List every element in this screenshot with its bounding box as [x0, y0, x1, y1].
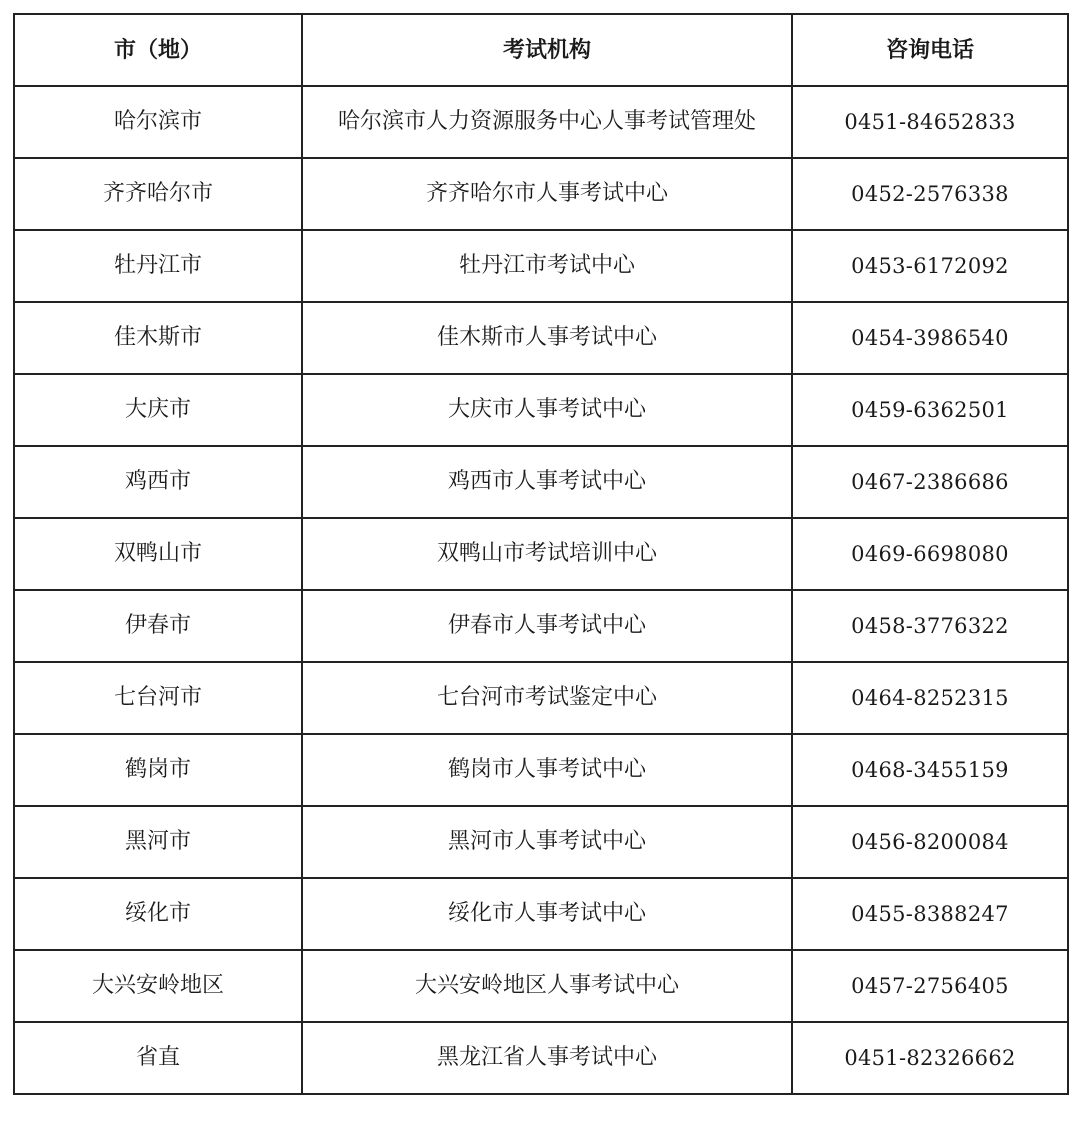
- header-city: 市（地）: [14, 14, 302, 86]
- table-header: [14, 14, 1068, 86]
- cell-phone: 0467-2386686: [792, 446, 1068, 518]
- cell-city: 大庆市: [14, 374, 302, 446]
- cell-agency: 伊春市人事考试中心: [302, 590, 792, 662]
- cell-city: 黑河市: [14, 806, 302, 878]
- cell-agency: 七台河市考试鉴定中心: [302, 662, 792, 734]
- table-row: [14, 590, 1068, 662]
- exam-contact-table: [13, 13, 1069, 1095]
- cell-phone: 0455-8388247: [792, 878, 1068, 950]
- cell-phone: 0456-8200084: [792, 806, 1068, 878]
- cell-phone: 0451-84652833: [792, 86, 1068, 158]
- table-row: [14, 158, 1068, 230]
- cell-city: 伊春市: [14, 590, 302, 662]
- cell-city: 哈尔滨市: [14, 86, 302, 158]
- table-row: [14, 230, 1068, 302]
- cell-agency: 黑龙江省人事考试中心: [302, 1022, 792, 1094]
- cell-city: 鸡西市: [14, 446, 302, 518]
- cell-city: 牡丹江市: [14, 230, 302, 302]
- cell-phone: 0459-6362501: [792, 374, 1068, 446]
- cell-city: 鹤岗市: [14, 734, 302, 806]
- table-row: [14, 806, 1068, 878]
- table-row: [14, 302, 1068, 374]
- cell-phone: 0451-82326662: [792, 1022, 1068, 1094]
- cell-agency: 大庆市人事考试中心: [302, 374, 792, 446]
- table-row: [14, 878, 1068, 950]
- cell-phone: 0453-6172092: [792, 230, 1068, 302]
- cell-city: 七台河市: [14, 662, 302, 734]
- cell-agency: 黑河市人事考试中心: [302, 806, 792, 878]
- cell-agency: 双鸭山市考试培训中心: [302, 518, 792, 590]
- table-row: [14, 518, 1068, 590]
- header-agency: 考试机构: [302, 14, 792, 86]
- cell-city: 大兴安岭地区: [14, 950, 302, 1022]
- cell-city: 齐齐哈尔市: [14, 158, 302, 230]
- table-row: [14, 734, 1068, 806]
- cell-city: 绥化市: [14, 878, 302, 950]
- table-row: [14, 374, 1068, 446]
- cell-phone: 0468-3455159: [792, 734, 1068, 806]
- cell-agency: 鹤岗市人事考试中心: [302, 734, 792, 806]
- cell-city: 佳木斯市: [14, 302, 302, 374]
- cell-agency: 哈尔滨市人力资源服务中心人事考试管理处: [302, 86, 792, 158]
- cell-phone: 0464-8252315: [792, 662, 1068, 734]
- table-body: [14, 86, 1068, 1094]
- table-row: [14, 662, 1068, 734]
- cell-agency: 大兴安岭地区人事考试中心: [302, 950, 792, 1022]
- cell-phone: 0469-6698080: [792, 518, 1068, 590]
- cell-phone: 0452-2576338: [792, 158, 1068, 230]
- header-phone: 咨询电话: [792, 14, 1068, 86]
- cell-agency: 鸡西市人事考试中心: [302, 446, 792, 518]
- cell-agency: 齐齐哈尔市人事考试中心: [302, 158, 792, 230]
- table-row: [14, 950, 1068, 1022]
- cell-agency: 佳木斯市人事考试中心: [302, 302, 792, 374]
- cell-phone: 0458-3776322: [792, 590, 1068, 662]
- cell-phone: 0457-2756405: [792, 950, 1068, 1022]
- cell-phone: 0454-3986540: [792, 302, 1068, 374]
- exam-contact-table-container: [13, 13, 1069, 1095]
- cell-agency: 绥化市人事考试中心: [302, 878, 792, 950]
- cell-agency: 牡丹江市考试中心: [302, 230, 792, 302]
- table-row: [14, 1022, 1068, 1094]
- table-row: [14, 446, 1068, 518]
- header-row: [14, 14, 1068, 86]
- table-row: [14, 86, 1068, 158]
- cell-city: 双鸭山市: [14, 518, 302, 590]
- cell-city: 省直: [14, 1022, 302, 1094]
